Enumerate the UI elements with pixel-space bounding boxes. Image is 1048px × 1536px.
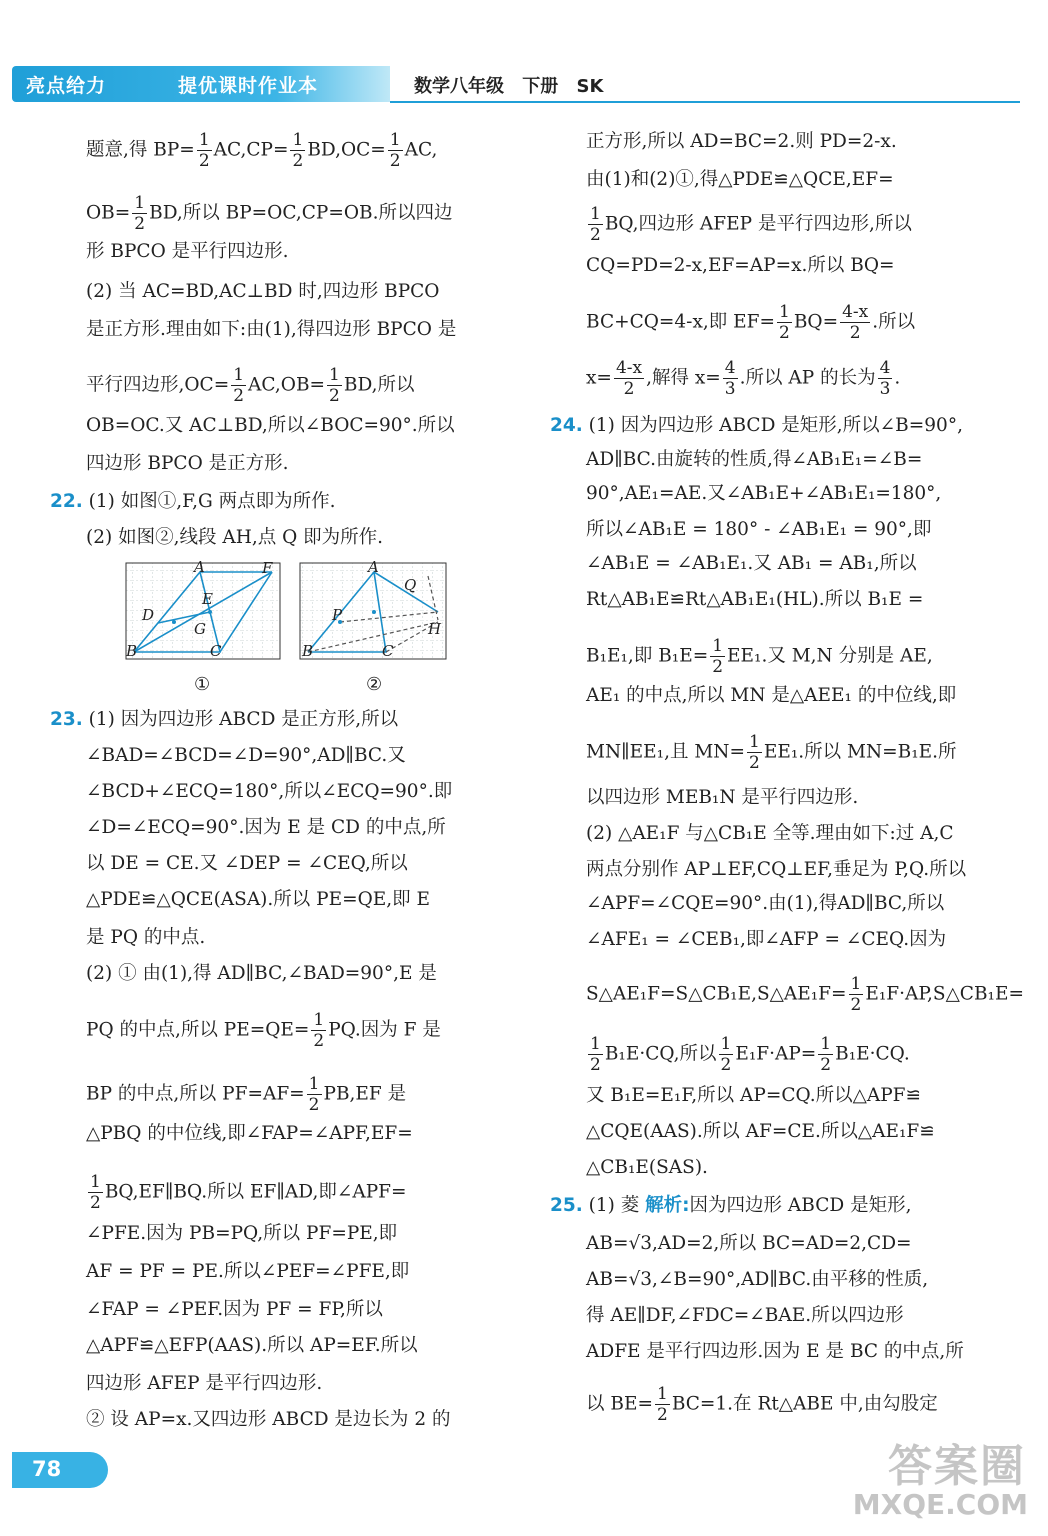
page-number-tab bbox=[12, 1452, 108, 1488]
fraction-numerator: 4-x bbox=[842, 302, 869, 322]
fraction-numerator: 1 bbox=[749, 732, 760, 752]
watermark-logo: 答案圈 bbox=[888, 1441, 1026, 1492]
fraction-denominator: 2 bbox=[233, 386, 245, 406]
left-text-line bbox=[86, 526, 383, 550]
fraction bbox=[311, 1010, 326, 1051]
figures-q22 bbox=[122, 560, 452, 700]
fraction-numerator: 1 bbox=[656, 1384, 668, 1404]
text-run: BQ= bbox=[793, 311, 839, 333]
right-text-line bbox=[586, 822, 953, 846]
fraction bbox=[307, 1074, 322, 1115]
header-series: 提优课时作业本 bbox=[178, 75, 319, 97]
fraction bbox=[327, 365, 342, 406]
figure-2-caption: ② bbox=[366, 674, 383, 695]
text-run: AC, bbox=[404, 139, 438, 161]
text-run: E₁F·AP= bbox=[735, 1043, 817, 1065]
fraction-numerator: 1 bbox=[90, 1172, 101, 1192]
fraction-numerator: 1 bbox=[712, 636, 724, 656]
figure-grids bbox=[122, 560, 452, 670]
text-run: ∠AFE₁ = ∠CEB₁,即∠AFP = ∠CEQ.因为 bbox=[586, 929, 947, 950]
fig1-label-f: F bbox=[262, 560, 273, 577]
analysis-label: 解析: bbox=[645, 1195, 690, 1216]
fraction-denominator: 2 bbox=[820, 1055, 832, 1075]
text-run: AC,OB= bbox=[248, 374, 326, 396]
text-run: △CQE(AAS).所以 AF=CE.所以△AE₁F≌ bbox=[586, 1121, 935, 1142]
text-run: 以 DE = CE.又 ∠DEP = ∠CEQ,所以 bbox=[86, 853, 408, 874]
text-run: BD,OC= bbox=[307, 139, 386, 161]
question-number: 23. bbox=[50, 709, 83, 730]
right-text-line bbox=[586, 684, 956, 708]
left-text-line bbox=[50, 708, 398, 732]
fraction bbox=[655, 1384, 670, 1425]
text-run: △CB₁E(SAS). bbox=[586, 1157, 708, 1178]
right-text-line bbox=[586, 358, 900, 399]
left-text-line bbox=[86, 1298, 383, 1322]
right-text-line bbox=[586, 168, 894, 192]
fraction bbox=[588, 204, 603, 245]
text-run: 题意,得 BP= bbox=[86, 139, 195, 161]
watermark-url: MXQE.COM bbox=[852, 1488, 1028, 1521]
fraction-numerator: 1 bbox=[590, 1034, 601, 1054]
text-run: △PDE≌△QCE(ASA).所以 PE=QE,即 E bbox=[86, 889, 431, 910]
left-text-line bbox=[86, 130, 437, 171]
fraction bbox=[719, 1034, 734, 1075]
text-run: BD,所以 bbox=[343, 374, 415, 396]
text-run: (1) 菱 bbox=[588, 1195, 646, 1216]
left-text-line bbox=[86, 780, 452, 804]
text-run: ∠BAD=∠BCD=∠D=90°,AD∥BC.又 bbox=[86, 745, 406, 766]
fig2-label-h: H bbox=[428, 620, 442, 638]
figure-2 bbox=[300, 563, 446, 659]
fraction bbox=[777, 302, 792, 343]
left-text-line bbox=[86, 365, 415, 406]
text-run: 因为四边形 ABCD 是矩形, bbox=[689, 1195, 912, 1216]
text-run: MN∥EE₁,且 MN= bbox=[586, 741, 745, 763]
header-brand: 亮点给力 bbox=[26, 75, 107, 97]
left-text-line bbox=[86, 962, 437, 986]
right-text-line bbox=[586, 482, 941, 506]
right-text-line bbox=[586, 130, 897, 154]
fraction-numerator: 1 bbox=[292, 130, 304, 150]
right-text-line bbox=[586, 858, 966, 882]
fraction-denominator: 2 bbox=[590, 225, 601, 245]
fraction-denominator: 2 bbox=[656, 1405, 668, 1425]
fig1-label-a: A bbox=[194, 560, 205, 576]
fraction-denominator: 2 bbox=[850, 995, 862, 1015]
fraction-numerator: 1 bbox=[778, 302, 790, 322]
left-text-line bbox=[86, 318, 456, 342]
fraction-numerator: 4-x bbox=[615, 358, 643, 378]
header-band bbox=[12, 66, 390, 102]
left-text-line bbox=[86, 744, 406, 768]
fig1-label-c: C bbox=[210, 642, 222, 660]
text-run: BC=1.在 Rt△ABE 中,由勾股定 bbox=[671, 1393, 938, 1415]
text-run: AB=√3,∠B=90°,AD∥BC.由平移的性质, bbox=[586, 1269, 929, 1290]
text-run: AB=√3,AD=2,所以 BC=AD=2,CD= bbox=[586, 1233, 912, 1254]
text-run: 得 AE∥DF,∠FDC=∠BAE.所以四边形 bbox=[586, 1305, 904, 1326]
fraction bbox=[88, 1172, 103, 1213]
fig1-label-b: B bbox=[126, 642, 138, 660]
question-number: 25. bbox=[550, 1195, 583, 1216]
fig1-label-d: D bbox=[142, 606, 155, 624]
text-run: BC+CQ=4-x,即 EF= bbox=[586, 311, 775, 333]
fraction bbox=[614, 358, 644, 399]
text-run: ∠PFE.因为 PB=PQ,所以 PF=PE,即 bbox=[86, 1223, 398, 1244]
text-run: 形 BPCO 是平行四边形. bbox=[86, 241, 289, 262]
left-text-line bbox=[86, 1172, 406, 1213]
text-run: PQ 的中点,所以 PE=QE= bbox=[86, 1019, 310, 1041]
fraction bbox=[849, 974, 864, 1015]
text-run: EE₁.所以 MN=B₁E.所 bbox=[763, 741, 957, 763]
fraction-denominator: 2 bbox=[308, 1095, 320, 1115]
text-run: AD∥BC.由旋转的性质,得∠AB₁E₁=∠B= bbox=[586, 449, 923, 470]
fraction bbox=[747, 732, 762, 773]
text-run: ∠D=∠ECQ=90°.因为 E 是 CD 的中点,所 bbox=[86, 817, 446, 838]
right-text-line bbox=[586, 1304, 904, 1328]
left-text-line bbox=[86, 1372, 322, 1396]
right-text-line bbox=[586, 204, 912, 245]
fraction bbox=[290, 130, 305, 171]
left-text-line bbox=[86, 888, 430, 912]
right-text-line bbox=[586, 636, 933, 677]
text-run: 四边形 AFEP 是平行四边形. bbox=[86, 1373, 323, 1394]
text-run: PB,EF 是 bbox=[323, 1083, 407, 1105]
fig2-label-b: B bbox=[302, 642, 314, 660]
text-run: 所以∠AB₁E = 180° - ∠AB₁E₁ = 90°,即 bbox=[586, 519, 932, 540]
left-text-line bbox=[86, 1408, 450, 1432]
text-run: (2) 当 AC=BD,AC⊥BD 时,四边形 BPCO bbox=[86, 281, 440, 302]
right-text-line bbox=[586, 974, 1024, 1015]
fraction-denominator: 2 bbox=[198, 151, 210, 171]
fraction-denominator: 2 bbox=[778, 323, 790, 343]
text-run: BP 的中点,所以 PF=AF= bbox=[86, 1083, 305, 1105]
text-run: 又 B₁E=E₁F,所以 AP=CQ.所以△APF≌ bbox=[586, 1085, 921, 1106]
fraction-numerator: 1 bbox=[820, 1034, 832, 1054]
text-run: (1) 因为四边形 ABCD 是正方形,所以 bbox=[88, 709, 399, 730]
text-run: 四边形 BPCO 是正方形. bbox=[86, 453, 289, 474]
fraction-denominator: 2 bbox=[749, 753, 760, 773]
fraction bbox=[197, 130, 212, 171]
left-text-line bbox=[86, 926, 205, 950]
text-run: B₁E·CQ,所以 bbox=[604, 1043, 717, 1065]
text-run: CQ=PD=2-x,EF=AP=x.所以 BQ= bbox=[586, 255, 895, 276]
fraction bbox=[132, 193, 147, 234]
header-divider bbox=[390, 101, 1020, 103]
text-run: △PBQ 的中位线,即∠FAP=∠APF,EF= bbox=[86, 1123, 413, 1144]
left-text-line bbox=[86, 1222, 397, 1246]
right-text-line bbox=[586, 928, 946, 952]
right-text-line bbox=[586, 1120, 935, 1144]
text-run: BQ,四边形 AFEP 是平行四边形,所以 bbox=[604, 213, 912, 235]
fraction-denominator: 2 bbox=[389, 151, 401, 171]
fig1-label-g: G bbox=[194, 620, 206, 638]
left-text-line bbox=[50, 490, 336, 514]
fraction-numerator: 1 bbox=[313, 1010, 325, 1030]
fraction-denominator: 2 bbox=[292, 151, 304, 171]
left-text-line bbox=[86, 280, 439, 304]
fig2-label-q: Q bbox=[404, 576, 417, 594]
fraction-denominator: 2 bbox=[329, 386, 340, 406]
text-run: (2) △AE₁F 与△CB₁E 全等.理由如下:过 A,C bbox=[586, 823, 954, 844]
fraction bbox=[840, 302, 870, 343]
fraction-numerator: 4 bbox=[879, 358, 891, 378]
text-run: 以四边形 MEB₁N 是平行四边形. bbox=[586, 787, 859, 808]
text-run: (1) 如图①,F,G 两点即为所作. bbox=[88, 491, 336, 512]
text-run: 是正方形.理由如下:由(1),得四边形 BPCO 是 bbox=[86, 319, 457, 340]
fraction bbox=[231, 365, 246, 406]
right-text-line bbox=[586, 518, 931, 542]
left-text-line bbox=[86, 1074, 406, 1115]
left-text-line bbox=[86, 193, 452, 234]
figure-1-caption: ① bbox=[194, 674, 211, 695]
fraction-denominator: 2 bbox=[720, 1055, 732, 1075]
left-text-line bbox=[86, 816, 446, 840]
fraction-denominator: 3 bbox=[879, 379, 891, 399]
text-run: B₁E·CQ. bbox=[835, 1043, 910, 1065]
text-run: Rt△AB₁E≌Rt△AB₁E₁(HL).所以 B₁E = bbox=[586, 589, 924, 610]
text-run: 由(1)和(2)①,得△PDE≌△QCE,EF= bbox=[586, 169, 894, 190]
text-run: S△AE₁F=S△CB₁E,S△AE₁F= bbox=[586, 983, 847, 1005]
text-run: ∠BCD+∠ECQ=180°,所以∠ECQ=90°.即 bbox=[86, 781, 453, 802]
text-run: △APF≌△EFP(AAS).所以 AP=EF.所以 bbox=[86, 1335, 418, 1356]
watermark bbox=[844, 1430, 1034, 1526]
fraction-denominator: 2 bbox=[623, 379, 635, 399]
text-run: ∠AB₁E = ∠AB₁E₁.又 AB₁ = AB₁,所以 bbox=[586, 553, 917, 574]
fraction-numerator: 1 bbox=[720, 1034, 732, 1054]
fig2-label-c: C bbox=[382, 642, 394, 660]
fraction bbox=[388, 130, 403, 171]
fig2-label-a: A bbox=[368, 560, 379, 576]
fraction-numerator: 1 bbox=[329, 365, 340, 385]
text-run: . bbox=[894, 367, 901, 389]
fig2-label-p: P bbox=[332, 606, 343, 624]
text-run: ∠APF=∠CQE=90°.由(1),得AD∥BC,所以 bbox=[586, 893, 945, 914]
right-text-line bbox=[586, 1084, 921, 1108]
text-run: OB=OC.又 AC⊥BD,所以∠BOC=90°.所以 bbox=[86, 415, 455, 436]
text-run: (2) ① 由(1),得 AD∥BC,∠BAD=90°,E 是 bbox=[86, 963, 437, 984]
right-text-line bbox=[550, 414, 963, 438]
header-book-title: 数学八年级 下册 SK bbox=[414, 76, 604, 97]
left-text-line bbox=[86, 852, 408, 876]
fraction-numerator: 1 bbox=[233, 365, 245, 385]
text-run: OB= bbox=[86, 202, 131, 224]
text-run: 以 BE= bbox=[586, 1393, 653, 1415]
fraction bbox=[723, 358, 738, 399]
fraction-denominator: 2 bbox=[134, 214, 146, 234]
text-run: 90°,AE₁=AE.又∠AB₁E+∠AB₁E₁=180°, bbox=[586, 483, 942, 504]
fraction-denominator: 2 bbox=[590, 1055, 601, 1075]
text-run: BD,所以 BP=OC,CP=OB.所以四边 bbox=[149, 202, 453, 224]
right-text-line bbox=[586, 254, 895, 278]
right-text-line bbox=[586, 732, 957, 773]
page-number: 78 bbox=[32, 1457, 62, 1481]
text-run: 是 PQ 的中点. bbox=[86, 927, 206, 948]
fraction bbox=[818, 1034, 833, 1075]
right-text-line bbox=[586, 1268, 928, 1292]
text-run: .所以 AP 的长为 bbox=[739, 367, 876, 389]
fraction-numerator: 1 bbox=[308, 1074, 320, 1094]
left-text-line bbox=[86, 1122, 413, 1146]
fraction-denominator: 3 bbox=[724, 379, 736, 399]
fraction-denominator: 2 bbox=[90, 1193, 101, 1213]
fraction-denominator: 2 bbox=[849, 323, 861, 343]
left-text-line bbox=[86, 452, 289, 476]
text-run: 两点分别作 AP⊥EF,CQ⊥EF,垂足为 P,Q.所以 bbox=[586, 859, 967, 880]
right-text-line bbox=[586, 302, 915, 343]
right-text-line bbox=[586, 892, 944, 916]
fraction bbox=[878, 358, 893, 399]
right-text-line bbox=[586, 1156, 708, 1180]
text-run: AF = PF = PE.所以∠PEF=∠PFE,即 bbox=[86, 1261, 410, 1282]
fraction-numerator: 1 bbox=[134, 193, 146, 213]
fraction-denominator: 2 bbox=[712, 657, 724, 677]
left-text-line bbox=[86, 414, 455, 438]
left-text-line bbox=[86, 240, 289, 264]
right-text-line bbox=[550, 1194, 911, 1218]
fraction-denominator: 2 bbox=[313, 1031, 325, 1051]
left-text-line bbox=[86, 1260, 409, 1284]
text-run: E₁F·AP,S△CB₁E= bbox=[865, 983, 1024, 1005]
text-run: B₁E₁,即 B₁E= bbox=[586, 645, 709, 667]
right-text-line bbox=[586, 1384, 938, 1425]
text-run: EE₁.又 M,N 分别是 AE, bbox=[727, 645, 933, 667]
fraction-numerator: 4 bbox=[724, 358, 736, 378]
text-run: AC,CP= bbox=[213, 139, 289, 161]
question-number: 24. bbox=[550, 415, 583, 436]
text-run: (2) 如图②,线段 AH,点 Q 即为所作. bbox=[86, 527, 384, 548]
fig1-label-e: E bbox=[202, 590, 213, 608]
fraction-numerator: 1 bbox=[590, 204, 601, 224]
text-run: .所以 bbox=[872, 311, 916, 333]
right-text-line bbox=[586, 786, 858, 810]
text-run: PQ.因为 F 是 bbox=[328, 1019, 441, 1041]
right-text-line bbox=[586, 1340, 964, 1364]
text-run: ② 设 AP=x.又四边形 ABCD 是边长为 2 的 bbox=[86, 1409, 451, 1430]
fraction bbox=[588, 1034, 603, 1075]
left-text-line bbox=[86, 1010, 441, 1051]
text-run: (1) 因为四边形 ABCD 是矩形,所以∠B=90°, bbox=[588, 415, 963, 436]
left-text-line bbox=[86, 1334, 418, 1358]
right-text-line bbox=[586, 448, 922, 472]
right-text-line bbox=[586, 1232, 912, 1256]
text-run: AE₁ 的中点,所以 MN 是△AEE₁ 的中位线,即 bbox=[586, 685, 957, 706]
text-run: 正方形,所以 AD=BC=2.则 PD=2-x. bbox=[586, 131, 897, 152]
text-run: ∠FAP = ∠PEF.因为 PF = FP,所以 bbox=[86, 1299, 383, 1320]
text-run: BQ,EF∥BQ.所以 EF∥AD,即∠APF= bbox=[104, 1181, 407, 1203]
fraction-numerator: 1 bbox=[850, 974, 862, 994]
question-number: 22. bbox=[50, 491, 83, 512]
text-run: ADFE 是平行四边形.因为 E 是 BC 的中点,所 bbox=[586, 1341, 964, 1362]
right-text-line bbox=[586, 588, 923, 612]
right-text-line bbox=[586, 552, 917, 576]
text-run: 平行四边形,OC= bbox=[86, 374, 230, 396]
fraction bbox=[710, 636, 725, 677]
fraction-numerator: 1 bbox=[198, 130, 210, 150]
text-run: x= bbox=[586, 367, 612, 389]
text-run: ,解得 x= bbox=[646, 367, 721, 389]
fraction-numerator: 1 bbox=[389, 130, 401, 150]
right-text-line bbox=[586, 1034, 910, 1075]
